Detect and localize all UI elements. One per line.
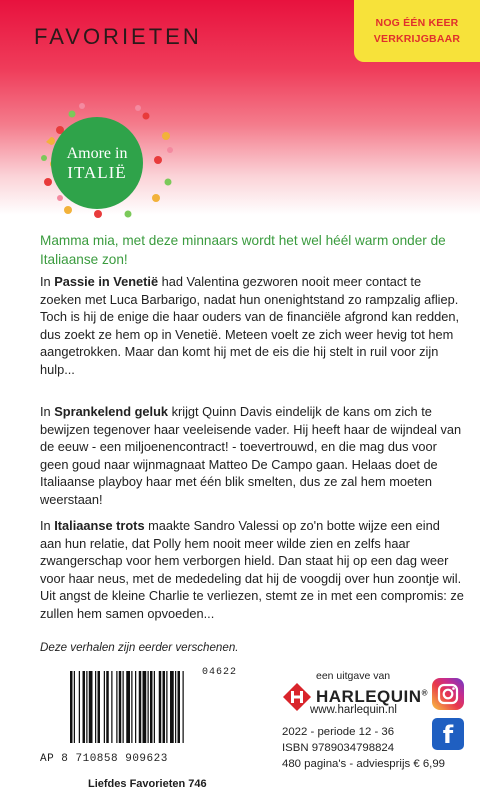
barcode-bar (131, 671, 132, 743)
badge-line-2: ITALIË (67, 162, 127, 182)
barcode-bar (104, 671, 105, 743)
footer-title: Liefdes Favorieten 746 (88, 778, 207, 790)
publisher-label: een uitgave van (316, 670, 391, 682)
barcode-bar (98, 671, 101, 743)
barcode-area (40, 667, 254, 769)
reprint-note: Deze verhalen zijn eerder verschenen. (40, 641, 239, 654)
story-title: Passie in Venetië (54, 274, 159, 289)
facebook-icon[interactable]: f (432, 718, 464, 750)
barcode-bar (183, 671, 184, 743)
barcode-bar (163, 671, 166, 743)
header-band (0, 0, 480, 215)
story-paragraph (40, 273, 464, 379)
sticker-line-1: NOG ÉÉN KEER (375, 17, 459, 29)
story-text: had Valentina gezworen nooit meer contact te zoeken met Luca Barbarigo, nadat hun onenightstand zo rampzalig afliep. Toch is hij de enige die haar ouders van de financiële afgrond kan redden, dus zoekt ze hem op in Venetië. Meteen voelt ze zich weer hevig tot hem aangetrokken. Maar dan komt hij met de eis die hij stelt in ruil voor zijn hulp... (40, 274, 460, 377)
barcode-bar (86, 671, 87, 743)
barcode-bar (175, 671, 176, 743)
barcode-bar (79, 671, 80, 743)
instagram-glyph (432, 678, 464, 710)
story-prefix: In (40, 404, 55, 419)
barcode-bar (135, 671, 136, 743)
instagram-icon[interactable] (432, 678, 464, 710)
barcode-bar (154, 671, 155, 743)
publisher-name-text: HARLEQUIN (316, 687, 422, 706)
publisher-url[interactable]: www.harlequin.nl (310, 704, 397, 716)
isbn-info: ISBN 9789034798824 (282, 742, 395, 754)
story-prefix: In (40, 518, 55, 533)
story-paragraph (40, 517, 464, 623)
barcode-bar (74, 671, 75, 743)
pages-price-info: 480 pagina's - adviesprijs € 6,99 (282, 758, 446, 770)
sticker-line-2: VERKRIJGBAAR (373, 33, 461, 45)
registered-mark: ® (421, 688, 428, 698)
series-title: FAVORIETEN (34, 24, 202, 49)
barcode-bar (111, 671, 112, 743)
barcode-bar (70, 671, 73, 743)
availability-sticker (354, 0, 480, 62)
story-prefix: In (40, 274, 55, 289)
barcode-bar (143, 671, 147, 743)
barcode-bar (89, 671, 93, 743)
barcode-bar (83, 671, 86, 743)
story-text: krijgt Quinn Davis eindelijk de kans om zich te bewijzen tegenover haar veeleisende vader. Hij heeft haar de wijndeal van de eeuw - een miljoenencontract! - toevertrouwd, en die mag dus voor geen goud naar wijnmagnaat Matteo De Campo gaan. Helaas doet de Italiaanse playboy haar met één blik smelten, dus ze zal hem moeten weerstaan! (40, 404, 462, 507)
barcode-bar (166, 671, 167, 743)
barcode-bar (106, 671, 109, 743)
barcode-bar (148, 671, 149, 743)
barcode-bar (119, 671, 122, 743)
barcode-bar (95, 671, 96, 743)
story-title: Sprankelend geluk (54, 404, 169, 419)
story-text: maakte Sandro Valessi op zo'n botte wijze een eind aan hun relatie, dat Polly hem nooit meer wilde zien en zelfs haar zwangerschap voor hem verborgen hield. Dan staat hij op een dag weer voor haar neus, met de mededeling dat hij de voogdij over hun zoontje wil. Uit angst de kleine Charlie te verliezen, stemt ze in met een compromis: ze zullen hem samen opvoeden... (40, 518, 464, 621)
barcode-addon: 04622 (202, 667, 238, 678)
intro-text: Mamma mia, met deze minnaars wordt het wel héél warm onder de Italiaanse zon! (40, 233, 446, 267)
barcode-bar (123, 671, 124, 743)
badge-line-1: Amore in (66, 144, 128, 162)
story-paragraph (40, 403, 464, 509)
barcode-bar (116, 671, 117, 743)
barcode-bar (126, 671, 130, 743)
barcode-bar (139, 671, 142, 743)
period-info: 2022 - periode 12 - 36 (282, 726, 395, 738)
barcode-bar (159, 671, 162, 743)
theme-badge (51, 117, 143, 209)
barcode-bar (150, 671, 153, 743)
barcode-image (70, 671, 240, 743)
story-title: Italiaanse trots (54, 518, 145, 533)
barcode-bar (170, 671, 174, 743)
harlequin-diamond-icon (282, 682, 312, 712)
barcode-bar (178, 671, 181, 743)
barcode-digits: AP 8 710858 909623 (40, 753, 168, 765)
